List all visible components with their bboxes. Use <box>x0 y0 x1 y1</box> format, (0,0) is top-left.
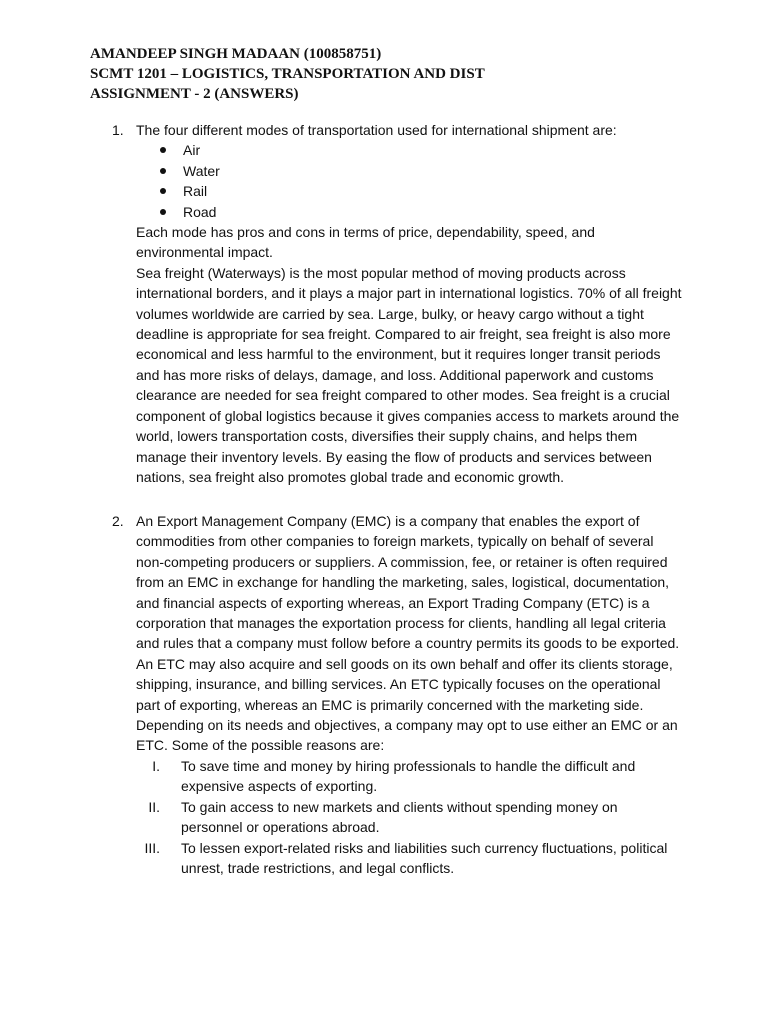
assignment-line: ASSIGNMENT - 2 (ANSWERS) <box>90 86 299 102</box>
reasons-list <box>136 756 682 878</box>
student-name-line: AMANDEEP SINGH MADAAN (100858751) <box>90 46 382 62</box>
bullet-icon <box>160 188 166 194</box>
answer-1-paragraph-2: Sea freight (Waterways) is the most popular method of moving products across international borders, and it plays a major part in international logistics. 70% of all freight volumes worldwide are carried by sea. Large, bulky, or heavy cargo without a tight deadline is appropriate for sea freight. Compared to air freight, sea freight is also more economical and less harmful to the environment, but it requires longer transit periods and has more risks of delays, damage, and loss. Additional paperwork and customs clearance are needed for sea freight compared to other modes. Sea freight is a crucial component of global logistics because it gives companies access to markets around the world, lowers transportation costs, diversifies their supply chains, and helps them manage their inventory levels. By easing the flow of products and services between nations, sea freight also promotes global trade and economic growth. <box>136 264 682 485</box>
answer-1-number: 1. <box>112 122 124 138</box>
answer-1-intro: The four different modes of transportation used for international shipment are: <box>136 122 617 138</box>
list-item: Air <box>136 140 682 160</box>
list-item: Water <box>136 161 682 181</box>
list-item: III. To lessen export-related risks and liabilities such currency fluctuations, political unrest, trade restrictions, and legal conflicts. <box>144 839 668 876</box>
answer-1-paragraph-1: Each mode has pros and cons in terms of price, dependability, speed, and environmental impact. <box>136 224 595 261</box>
bullet-icon <box>160 147 166 153</box>
answer-1 <box>112 120 682 487</box>
answer-2 <box>112 511 682 878</box>
bullet-icon <box>160 168 166 174</box>
bullet-icon <box>160 209 166 215</box>
answer-2-number: 2. <box>112 513 124 529</box>
answer-2-paragraph: An Export Management Company (EMC) is a company that enables the export of commodities from other companies to foreign markets, typically on behalf of several non-competing producers or suppliers. A commission, fee, or retainer is often required from an EMC in exchange for handling the marketing, sales, logistical, documentation, and financial aspects of exporting whereas, an Export Trading Company (ETC) is a corporation that manages the exportation process for clients, handling all legal criteria and rules that a company must follow before a country permits its goods to be exported. An ETC may also acquire and sell goods on its own behalf and offer its clients storage, shipping, insurance, and billing services. An ETC typically focuses on the operational part of exporting, whereas an EMC is primarily concerned with the marketing side. Depending on its needs and objectives, a company may opt to use either an EMC or an ETC. Some of the possible reasons are: <box>136 513 680 754</box>
list-item: I. To save time and money by hiring professionals to handle the difficult and expensive aspects of exporting. <box>152 757 636 795</box>
list-item: Road <box>136 202 682 222</box>
course-line: SCMT 1201 – LOGISTICS, TRANSPORTATION AND DIST <box>90 66 485 82</box>
list-item: II. To gain access to new markets and clients without spending money on personnel or operations abroad. <box>148 798 618 836</box>
transport-modes-list <box>136 140 682 222</box>
list-item: Rail <box>136 181 682 201</box>
document-header <box>90 44 485 104</box>
